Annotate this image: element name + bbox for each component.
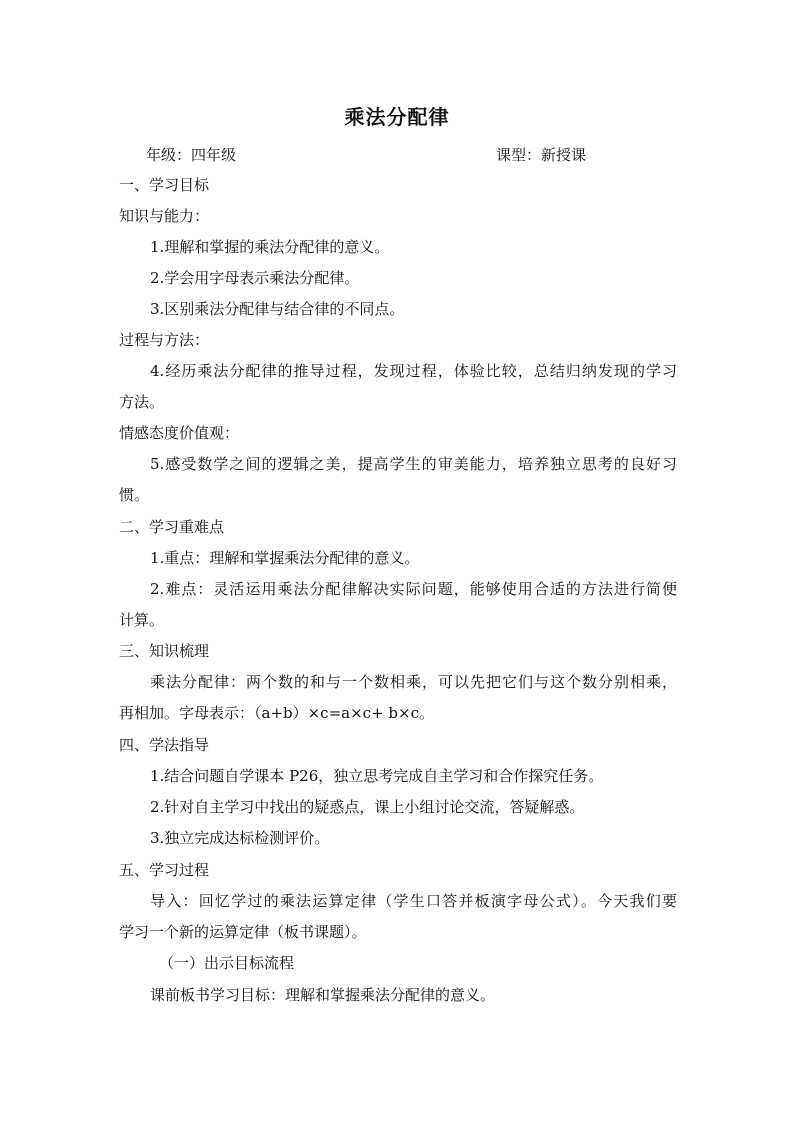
objective-item: 3.区别乘法分配律与结合律的不同点。 <box>150 300 405 318</box>
grade-label: 年级：四年级 <box>146 146 237 164</box>
paragraph-definition: 乘法分配律：两个数的和与一个数相乘，可以先把它们与这个数分别相乘， <box>150 673 677 691</box>
lesson-meta <box>0 141 794 169</box>
keypoint-item-continued: 计算。 <box>119 611 165 629</box>
method-item: 1.结合问题自学课本 P26，独立思考完成自主学习和合作探究任务。 <box>150 767 604 785</box>
lesson-type-label: 课型：新授课 <box>496 146 587 164</box>
keypoint-item: 2.难点：灵活运用乘法分配律解决实际问题，能够使用合适的方法进行简便 <box>150 580 677 598</box>
objective-item-continued: 方法。 <box>119 393 165 411</box>
objective-item: 4.经历乘法分配律的推导过程，发现过程，体验比较，总结归纳发现的学习 <box>150 362 677 380</box>
subheading-process: 过程与方法： <box>119 331 210 349</box>
method-item: 2.针对自主学习中找出的疑惑点，课上小组讨论交流，答疑解惑。 <box>150 798 585 816</box>
objective-item: 2.学会用字母表示乘法分配律。 <box>150 269 360 287</box>
paragraph-definition-continued: 再相加。字母表示：（a+b）×c=a×c+ b×c。 <box>119 704 434 722</box>
objective-item-continued: 惯。 <box>119 486 150 504</box>
section-heading-objectives: 一、学习目标 <box>119 176 210 194</box>
section-heading-process: 五、学习过程 <box>119 861 210 879</box>
subsection-heading: （一）出示目标流程 <box>159 954 295 972</box>
subheading-knowledge: 知识与能力： <box>119 207 210 225</box>
section-heading-keypoints: 二、学习重难点 <box>119 518 225 536</box>
paragraph-board: 课前板书学习目标：理解和掌握乘法分配律的意义。 <box>150 986 496 1004</box>
paragraph-intro-continued: 学习一个新的运算定律（板书课题）。 <box>119 923 367 941</box>
method-item: 3.独立完成达标检测评价。 <box>150 829 330 847</box>
paragraph-intro: 导入：回忆学过的乘法运算定律（学生口答并板演字母公式）。今天我们要 <box>150 892 677 910</box>
keypoint-item: 1.重点：理解和掌握乘法分配律的意义。 <box>150 549 420 567</box>
section-heading-method: 四、学法指导 <box>119 736 210 754</box>
objective-item: 5.感受数学之间的逻辑之美，提高学生的审美能力，培养独立思考的良好习 <box>150 455 677 473</box>
section-heading-knowledge-review: 三、知识梳理 <box>119 642 210 660</box>
objective-item: 1.理解和掌握的乘法分配律的意义。 <box>150 238 390 256</box>
subheading-attitude: 情感态度价值观： <box>119 424 240 442</box>
document-title: 乘法分配律 <box>344 105 450 129</box>
